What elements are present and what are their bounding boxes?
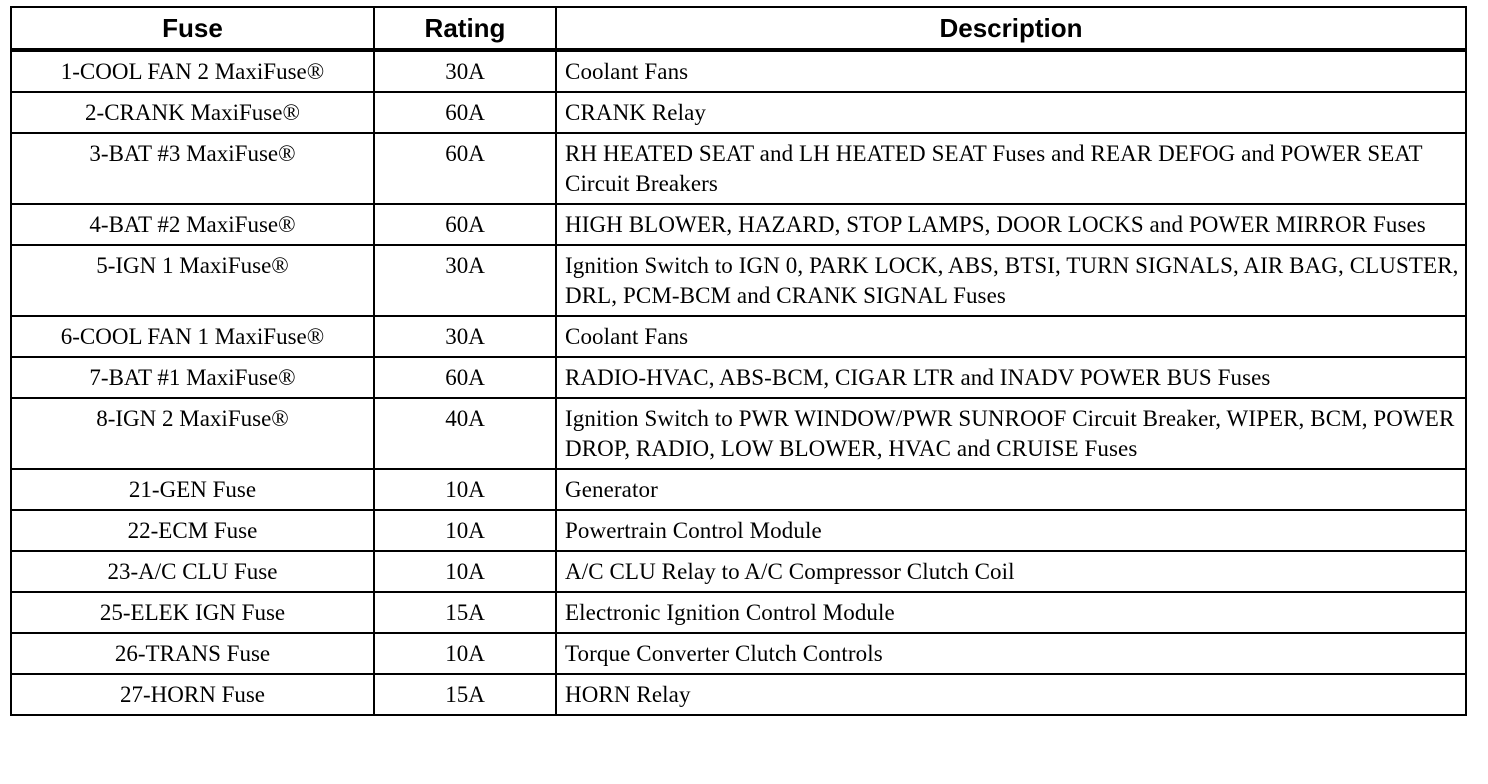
rating-cell: 40A xyxy=(374,398,556,469)
description-cell: RH HEATED SEAT and LH HEATED SEAT Fuses and REAR DEFOG and POWER SEAT Circuit Breakers xyxy=(556,133,1466,204)
description-cell: A/C CLU Relay to A/C Compressor Clutch Coil xyxy=(556,551,1466,592)
table-row xyxy=(11,592,1466,633)
fuse-cell: 26-TRANS Fuse xyxy=(11,633,374,674)
fuse-cell: 2-CRANK MaxiFuse® xyxy=(11,92,374,133)
rating-cell: 15A xyxy=(374,592,556,633)
description-cell: Coolant Fans xyxy=(556,316,1466,357)
description-cell: Ignition Switch to IGN 0, PARK LOCK, ABS, BTSI, TURN SIGNALS, AIR BAG, CLUSTER, DRL, PCM-BCM and CRANK SIGNAL Fuses xyxy=(556,245,1466,316)
rating-cell: 10A xyxy=(374,551,556,592)
table-row xyxy=(11,357,1466,398)
fuse-cell: 5-IGN 1 MaxiFuse® xyxy=(11,245,374,316)
fuse-cell: 27-HORN Fuse xyxy=(11,674,374,715)
rating-cell: 10A xyxy=(374,469,556,510)
description-cell: HIGH BLOWER, HAZARD, STOP LAMPS, DOOR LOCKS and POWER MIRROR Fuses xyxy=(556,204,1466,245)
fuse-cell: 22-ECM Fuse xyxy=(11,510,374,551)
header-row xyxy=(11,7,1466,50)
table-row xyxy=(11,316,1466,357)
table-row xyxy=(11,551,1466,592)
fuse-cell: 1-COOL FAN 2 MaxiFuse® xyxy=(11,50,374,92)
description-cell: RADIO-HVAC, ABS-BCM, CIGAR LTR and INADV POWER BUS Fuses xyxy=(556,357,1466,398)
rating-cell: 10A xyxy=(374,510,556,551)
fuse-cell: 23-A/C CLU Fuse xyxy=(11,551,374,592)
table-row xyxy=(11,510,1466,551)
description-cell: Generator xyxy=(556,469,1466,510)
fuse-cell: 7-BAT #1 MaxiFuse® xyxy=(11,357,374,398)
description-cell: Ignition Switch to PWR WINDOW/PWR SUNROOF Circuit Breaker, WIPER, BCM, POWER DROP, RADIO, LOW BLOWER, HVAC and CRUISE Fuses xyxy=(556,398,1466,469)
header-fuse: Fuse xyxy=(11,7,374,50)
description-cell: CRANK Relay xyxy=(556,92,1466,133)
rating-cell: 30A xyxy=(374,50,556,92)
table-row xyxy=(11,92,1466,133)
description-cell: Torque Converter Clutch Controls xyxy=(556,633,1466,674)
description-cell: HORN Relay xyxy=(556,674,1466,715)
fuse-cell: 6-COOL FAN 1 MaxiFuse® xyxy=(11,316,374,357)
table-body xyxy=(11,50,1466,715)
table-row xyxy=(11,50,1466,92)
table-header xyxy=(11,7,1466,50)
rating-cell: 30A xyxy=(374,245,556,316)
fuse-cell: 21-GEN Fuse xyxy=(11,469,374,510)
header-rating: Rating xyxy=(374,7,556,50)
description-cell: Coolant Fans xyxy=(556,50,1466,92)
rating-cell: 60A xyxy=(374,357,556,398)
fuse-cell: 4-BAT #2 MaxiFuse® xyxy=(11,204,374,245)
description-cell: Powertrain Control Module xyxy=(556,510,1466,551)
rating-cell: 60A xyxy=(374,133,556,204)
table-row xyxy=(11,469,1466,510)
table-row xyxy=(11,133,1466,204)
table-row xyxy=(11,245,1466,316)
rating-cell: 60A xyxy=(374,92,556,133)
rating-cell: 60A xyxy=(374,204,556,245)
description-cell: Electronic Ignition Control Module xyxy=(556,592,1466,633)
fuse-table xyxy=(10,6,1467,716)
rating-cell: 30A xyxy=(374,316,556,357)
fuse-cell: 25-ELEK IGN Fuse xyxy=(11,592,374,633)
table-row xyxy=(11,674,1466,715)
header-description: Description xyxy=(556,7,1466,50)
fuse-cell: 3-BAT #3 MaxiFuse® xyxy=(11,133,374,204)
table-row xyxy=(11,204,1466,245)
rating-cell: 10A xyxy=(374,633,556,674)
fuse-cell: 8-IGN 2 MaxiFuse® xyxy=(11,398,374,469)
table-row xyxy=(11,633,1466,674)
rating-cell: 15A xyxy=(374,674,556,715)
table-row xyxy=(11,398,1466,469)
